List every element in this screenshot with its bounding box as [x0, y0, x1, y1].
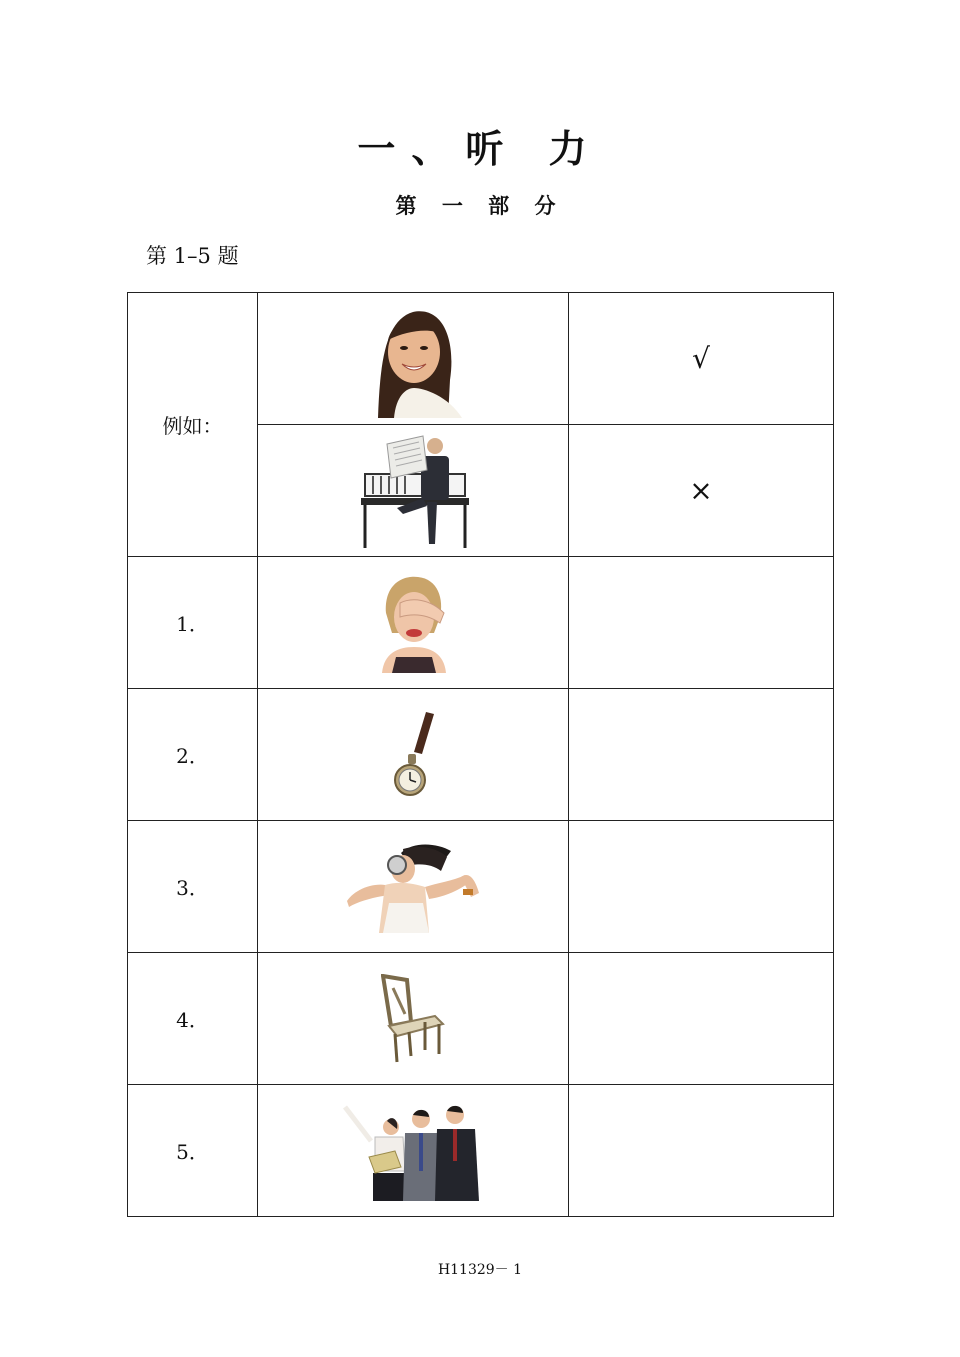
- part-heading: 第 一 部 分: [395, 193, 565, 218]
- question-number: 4．: [128, 953, 258, 1085]
- question-number: 1．: [128, 557, 258, 689]
- question-row: [128, 953, 834, 1085]
- example-mark-wrong: ×: [569, 425, 834, 557]
- question-row: [128, 821, 834, 953]
- answer-cell[interactable]: [569, 953, 834, 1085]
- question-image-cell: [258, 557, 569, 689]
- question-image-cell: [258, 689, 569, 821]
- question-image-cell: [258, 1085, 569, 1217]
- answer-cell[interactable]: [569, 689, 834, 821]
- example-image-cell: [258, 293, 569, 425]
- question-row: [128, 1085, 834, 1217]
- answer-cell[interactable]: [569, 821, 834, 953]
- question-image-cell: [258, 953, 569, 1085]
- question-number: 3．: [128, 821, 258, 953]
- example-mark-correct: √: [569, 293, 834, 425]
- question-table: [127, 292, 834, 1217]
- question-number: 2．: [128, 689, 258, 821]
- question-image-cell: [258, 821, 569, 953]
- example-label: 例如：: [128, 293, 258, 557]
- answer-cell[interactable]: [569, 557, 834, 689]
- section-title: 一、听 力: [357, 126, 603, 171]
- business-people-group-image: [341, 1101, 485, 1201]
- question-number: 5．: [128, 1085, 258, 1217]
- woman-with-headphones-dancing-image: [345, 841, 481, 933]
- man-reading-newspaper-on-bench-image: [357, 432, 469, 550]
- wooden-chair-image: [381, 974, 445, 1064]
- pocket-watch-image: [388, 710, 438, 800]
- example-row: [128, 293, 834, 425]
- question-range: 第 1–5 题: [146, 244, 239, 268]
- question-row: [128, 689, 834, 821]
- example-image-cell: [258, 425, 569, 557]
- answer-cell[interactable]: [569, 1085, 834, 1217]
- page-footer: H11329－ 1: [437, 1262, 523, 1278]
- question-row: [128, 557, 834, 689]
- woman-covering-eyes-image: [378, 573, 448, 673]
- smiling-woman-image: [358, 300, 468, 418]
